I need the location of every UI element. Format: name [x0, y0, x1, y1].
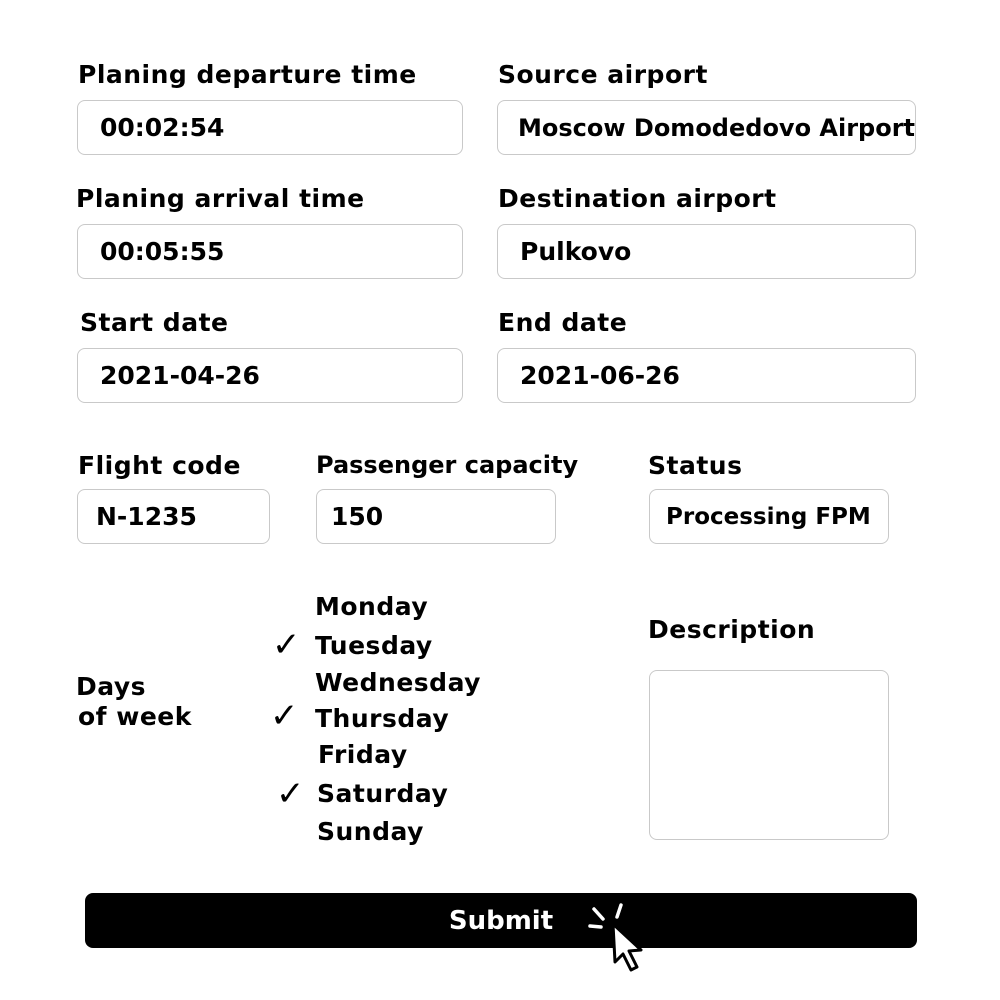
checkmark-icon: ✓ — [272, 625, 301, 665]
arrival-time-label: Planing arrival time — [76, 184, 365, 213]
end-date-label: End date — [498, 308, 628, 337]
flight-code-input[interactable] — [77, 489, 270, 544]
departure-time-label: Planing departure time — [78, 60, 417, 89]
status-label: Status — [648, 451, 743, 480]
arrival-time-input[interactable] — [77, 224, 463, 279]
day-option-thursday[interactable]: Thursday — [315, 704, 450, 733]
day-option-tuesday[interactable]: Tuesday — [315, 631, 433, 660]
destination-airport-label: Destination airport — [498, 184, 777, 213]
status-input[interactable] — [649, 489, 889, 544]
days-of-week-label-line1: Days — [76, 672, 147, 701]
day-option-monday[interactable]: Monday — [315, 592, 429, 621]
description-textarea[interactable] — [649, 670, 889, 840]
end-date-input[interactable] — [497, 348, 916, 403]
source-airport-input[interactable] — [497, 100, 916, 155]
passenger-capacity-input[interactable] — [316, 489, 556, 544]
passenger-capacity-label: Passenger capacity — [316, 451, 579, 479]
start-date-label: Start date — [80, 308, 229, 337]
departure-time-input[interactable] — [77, 100, 463, 155]
checkmark-icon: ✓ — [270, 696, 299, 736]
source-airport-label: Source airport — [498, 60, 708, 89]
start-date-input[interactable] — [77, 348, 463, 403]
submit-button[interactable]: Submit — [85, 893, 917, 948]
destination-airport-input[interactable] — [497, 224, 916, 279]
description-label: Description — [648, 615, 816, 644]
day-option-wednesday[interactable]: Wednesday — [315, 668, 481, 697]
flight-code-label: Flight code — [78, 451, 241, 480]
click-cursor-icon — [585, 900, 655, 975]
checkmark-icon: ✓ — [276, 774, 305, 814]
days-of-week-label-line2: of week — [78, 702, 192, 731]
day-option-saturday[interactable]: Saturday — [317, 779, 449, 808]
day-option-sunday[interactable]: Sunday — [317, 817, 424, 846]
day-option-friday[interactable]: Friday — [318, 740, 408, 769]
